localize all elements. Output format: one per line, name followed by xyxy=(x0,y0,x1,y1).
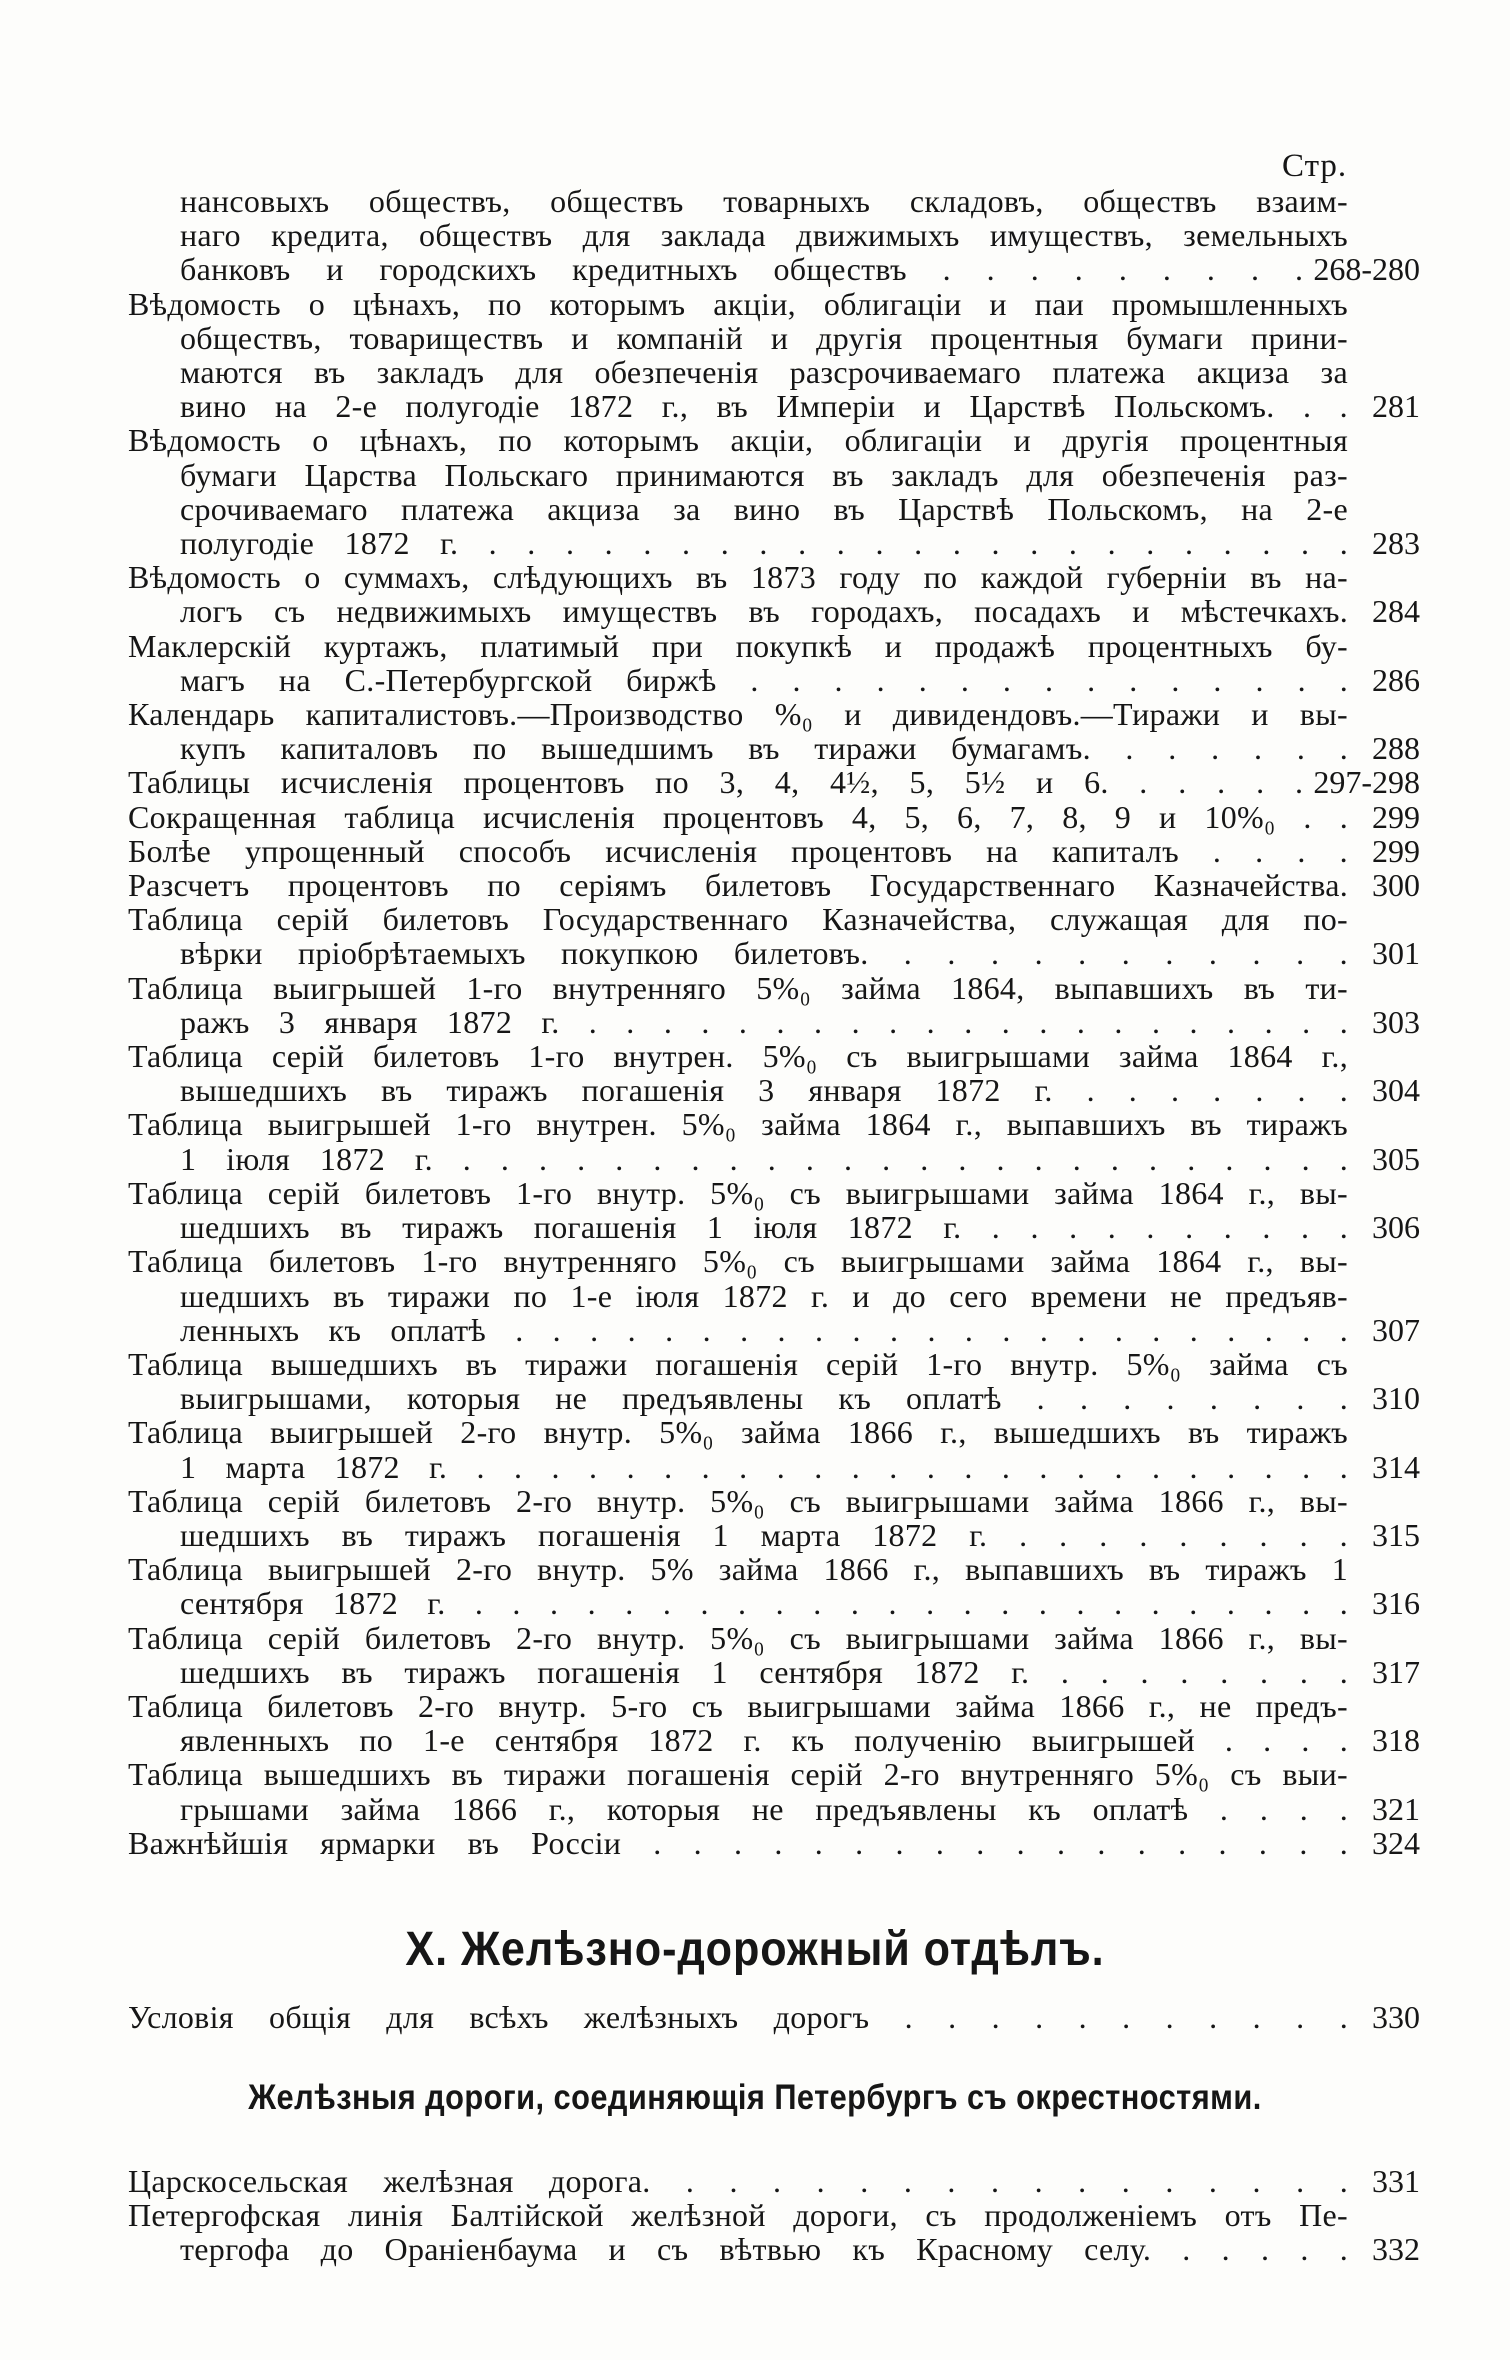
toc-entry-text: шедшихъ въ тиражъ погашенія 1 іюля 1872 г. . . . . . . . . . . xyxy=(180,1209,1348,1246)
toc-entry-line xyxy=(128,423,1420,457)
toc-entry-text: логъ съ недвижимыхъ имуществъ въ городахъ, посадахъ и мѣстечкахъ. xyxy=(180,593,1348,630)
toc-entry-page-number: 283 xyxy=(1372,525,1420,562)
toc-entry-line xyxy=(128,800,1420,834)
toc-entry-line xyxy=(128,1279,1420,1313)
toc-entry-text: Таблица билетовъ 1-го внутренняго 5%₀ съ выигрышами займа 1864 г., вы- xyxy=(128,1243,1348,1280)
toc-entry-text: Условія общія для всѣхъ желѣзныхъ дорогъ . . . . . . . . . . . xyxy=(128,1999,1348,2035)
toc-entry-text: Маклерскій куртажъ, платимый при покупкѣ и продажѣ процентныхъ бу- xyxy=(128,627,1348,664)
toc-entry-line xyxy=(128,287,1420,321)
toc-entry-line xyxy=(128,2164,1420,2198)
toc-entry-text: магъ на С.-Петербургской биржѣ . . . . . . . . . . . . . . . xyxy=(180,661,1348,698)
toc-entry-text: шедшихъ въ тиражъ погашенія 1 марта 1872 г. . . . . . . . . . xyxy=(180,1516,1348,1553)
toc-entry-text: шедшихъ въ тиражъ погашенія 1 сентября 1872 г. . . . . . . . . xyxy=(180,1653,1348,1690)
toc-entry-page-number: 286 xyxy=(1372,661,1420,698)
toc-entry-text: ленныхъ къ оплатѣ . . . . . . . . . . . . . . . . . . . . . . . xyxy=(180,1311,1348,1348)
toc-entry-line xyxy=(128,1142,1420,1176)
toc-entry-line xyxy=(128,355,1420,389)
toc-entry-page-number: 306 xyxy=(1372,1209,1420,1246)
toc-entry-line xyxy=(128,1381,1420,1415)
toc-entry-page-number: 307 xyxy=(1372,1311,1420,1348)
toc-entry-text: 1 іюля 1872 г. . . . . . . . . . . . . . . . . . . . . . . . . xyxy=(180,1140,1348,1177)
toc-entry-text: Таблица серій билетовъ 1-го внутр. 5%₀ съ выигрышами займа 1864 г., вы- xyxy=(128,1174,1348,1211)
toc-entry-line xyxy=(128,252,1420,286)
toc-entry-text: Разсчетъ процентовъ по серіямъ билетовъ Государственнаго Казначейства. xyxy=(128,867,1348,904)
toc-entry-line xyxy=(128,629,1420,663)
toc-entry-line xyxy=(128,1244,1420,1278)
toc-entry-line xyxy=(128,1621,1420,1655)
toc-entry-text: Календарь капиталистовъ.—Производство %₀ и дивидендовъ.—Тиражи и вы- xyxy=(128,696,1348,733)
toc-entry-text: Таблица билетовъ 2-го внутр. 5-го съ выигрышами займа 1866 г., не предъ- xyxy=(128,1687,1348,1724)
toc-entry-line xyxy=(128,936,1420,970)
toc-entry-line xyxy=(128,458,1420,492)
toc-entry-page-number: 300 xyxy=(1372,867,1420,904)
toc-entry-line xyxy=(128,663,1420,697)
toc-entry-text: Таблица вышедшихъ въ тиражи погашенія серій 2-го внутренняго 5%₀ съ выи- xyxy=(128,1756,1348,1793)
toc-entry-line xyxy=(128,1415,1420,1449)
toc-entry-page-number: 305 xyxy=(1372,1140,1420,1177)
toc-entry-line xyxy=(128,1313,1420,1347)
toc-entry-text: Сокращенная таблица исчисленія процентовъ 4, 5, 6, 7, 8, 9 и 10%₀ . . xyxy=(128,798,1348,835)
toc-entry-page-number: 310 xyxy=(1372,1380,1420,1417)
toc-entry-page-number: 321 xyxy=(1372,1790,1420,1827)
toc-entry-line xyxy=(128,1107,1420,1141)
toc-entry-text: ражъ 3 января 1872 г. . . . . . . . . . . . . . . . . . . . . . xyxy=(180,1003,1348,1040)
toc-entry-line xyxy=(128,1723,1420,1757)
toc-entry-text: Таблица серій билетовъ 1-го внутрен. 5%₀ съ выигрышами займа 1864 г., xyxy=(128,1038,1348,1075)
toc-entry-page-number: 281 xyxy=(1372,388,1420,425)
section-heading: X. Желѣзно-дорожный отдѣлъ. xyxy=(405,1923,1105,1976)
toc-entry-page-number: 301 xyxy=(1372,935,1420,972)
toc-entry-page-number: 284 xyxy=(1372,593,1420,630)
toc-entry-line xyxy=(128,2232,1420,2266)
toc-entry-page-number: 324 xyxy=(1372,1824,1420,1861)
toc-entry-text: Таблица выигрышей 1-го внутрен. 5%₀ займа 1864 г., выпавшихъ въ тиражъ xyxy=(128,1106,1348,1143)
section-entries xyxy=(128,2000,1420,2034)
toc-entry-line xyxy=(128,834,1420,868)
toc-entry-text: бумаги Царства Польскаго принимаются въ закладъ для обезпеченія раз- xyxy=(180,456,1348,493)
toc-entry-line xyxy=(128,492,1420,526)
toc-entry-line xyxy=(128,1039,1420,1073)
toc-entry-text: купъ капиталовъ по вышедшимъ въ тиражи бумагамъ. . . . . . . xyxy=(180,730,1348,767)
toc-entry-line xyxy=(128,1176,1420,1210)
toc-entry-line xyxy=(128,1450,1420,1484)
toc-entry-line xyxy=(128,218,1420,252)
toc-entry-line xyxy=(128,902,1420,936)
toc-entry-page-number: 318 xyxy=(1372,1722,1420,1759)
toc-entry-text: выигрышами, которыя не предъявлены къ оплатѣ . . . . . . . . xyxy=(180,1380,1348,1417)
toc-entry-text: Вѣдомость о цѣнахъ, по которымъ акціи, облигаціи и паи промышленныхъ xyxy=(128,285,1348,322)
toc-entry-page-number: 314 xyxy=(1372,1448,1420,1485)
toc-entry-page-number: 288 xyxy=(1372,730,1420,767)
toc-entry-text: Таблица выигрышей 2-го внутр. 5% займа 1866 г., выпавшихъ въ тиражъ 1 xyxy=(128,1551,1348,1588)
toc-entry-line xyxy=(128,1689,1420,1723)
toc-entry-line xyxy=(128,765,1420,799)
toc-entry-page-number: 332 xyxy=(1372,2231,1420,2268)
toc-entry-line xyxy=(128,1005,1420,1039)
toc-entry-text: вѣрки пріобрѣтаемыхъ покупкою билетовъ. . . . . . . . . . . . xyxy=(180,935,1348,972)
toc-entry-line xyxy=(128,2198,1420,2232)
toc-entry-line xyxy=(128,731,1420,765)
toc-entry-text: Важнѣйшія ярмарки въ Россіи . . . . . . . . . . . . . . . . . . xyxy=(128,1824,1348,1861)
toc-entry-text: Таблица выигрышей 2-го внутр. 5%₀ займа 1866 г., вышедшихъ въ тиражъ xyxy=(128,1414,1348,1451)
toc-entry-text: грышами займа 1866 г., которыя не предъявлены къ оплатѣ . . . . xyxy=(180,1790,1348,1827)
toc-entry-text: вино на 2-е полугодіе 1872 г., въ Имперіи и Царствѣ Польскомъ. . . xyxy=(180,388,1348,425)
toc-entry-text: обществъ, товариществъ и компаній и другія процентныя бумаги прини- xyxy=(180,319,1348,356)
toc-entry-page-number: 331 xyxy=(1372,2163,1420,2199)
toc-entry-text: шедшихъ въ тиражи по 1-е іюля 1872 г. и до сего времени не предъяв- xyxy=(180,1277,1348,1314)
toc-entry-line xyxy=(128,1073,1420,1107)
toc-entry-text: вышедшихъ въ тиражъ погашенія 3 января 1872 г. . . . . . . . xyxy=(180,1072,1348,1109)
toc-entry-text: наго кредита, обществъ для заклада движимыхъ имуществъ, земельныхъ xyxy=(180,217,1348,254)
toc-entry-text: явленныхъ по 1-е сентября 1872 г. къ полученію выигрышей . . . . xyxy=(180,1722,1348,1759)
toc-entry-page-number: 304 xyxy=(1372,1072,1420,1109)
toc-entry-text: Таблица серій билетовъ Государственнаго Казначейства, служащая для по- xyxy=(128,901,1348,938)
toc-entry-text: Вѣдомость о суммахъ, слѣдующихъ въ 1873 году по каждой губерніи въ на- xyxy=(128,559,1348,596)
toc-entry-line xyxy=(128,321,1420,355)
subsection-heading: Желѣзныя дороги, соединяющія Петербургъ съ окрестностями. xyxy=(248,2078,1262,2117)
toc-entry-text: Таблица серій билетовъ 2-го внутр. 5%₀ съ выигрышами займа 1866 г., вы- xyxy=(128,1619,1348,1656)
toc-entry-text: Болѣе упрощенный способъ исчисленія процентовъ на капиталъ . . . . xyxy=(128,832,1348,869)
toc-entry-line xyxy=(128,697,1420,731)
toc-entry-line xyxy=(128,1655,1420,1689)
toc-entry-line xyxy=(128,184,1420,218)
toc-entry-line xyxy=(128,971,1420,1005)
toc-entry-text: Петергофская линія Балтійской желѣзной дороги, съ продолженіемъ отъ Пе- xyxy=(128,2197,1348,2234)
toc-entry-page-number: 330 xyxy=(1372,1999,1420,2035)
toc-entry-line xyxy=(128,594,1420,628)
toc-entry-page-number: 303 xyxy=(1372,1003,1420,1040)
table-of-contents xyxy=(128,184,1420,1860)
subsection-entries xyxy=(128,2164,1420,2267)
toc-entry-line xyxy=(128,1518,1420,1552)
toc-entry-line xyxy=(128,1484,1420,1518)
toc-entry-page-number: 297-298 xyxy=(1313,764,1420,801)
toc-entry-line xyxy=(128,868,1420,902)
toc-entry-line xyxy=(128,389,1420,423)
toc-entry-text: 1 марта 1872 г. . . . . . . . . . . . . . . . . . . . . . . . . xyxy=(180,1448,1348,1485)
toc-entry-line xyxy=(128,1347,1420,1381)
toc-entry-page-number: 299 xyxy=(1372,798,1420,835)
toc-entry-text: полугодіе 1872 г. . . . . . . . . . . . . . . . . . . . . . . . xyxy=(180,525,1348,562)
toc-entry-line xyxy=(128,1792,1420,1826)
toc-entry-line xyxy=(128,1586,1420,1620)
toc-entry-text: Таблица вышедшихъ въ тиражи погашенія серій 1-го внутр. 5%₀ займа съ xyxy=(128,1345,1348,1382)
toc-entry-text: тергофа до Ораніенбаума и съ вѣтвью къ Красному селу. . . . . . xyxy=(180,2231,1348,2268)
toc-entry-line xyxy=(128,1210,1420,1244)
toc-entry-page-number: 315 xyxy=(1372,1516,1420,1553)
toc-entry-line xyxy=(128,1552,1420,1586)
page-column-label: Стр. xyxy=(1282,148,1348,184)
toc-entry-text: Таблица выигрышей 1-го внутренняго 5%₀ займа 1864, выпавшихъ въ ти- xyxy=(128,969,1348,1006)
toc-entry-line xyxy=(128,1826,1420,1860)
toc-entry-page-number: 299 xyxy=(1372,832,1420,869)
toc-entry-text: Вѣдомость о цѣнахъ, по которымъ акціи, облигаціи и другія процентныя xyxy=(128,422,1348,459)
toc-entry-text: Таблицы исчисленія процентовъ по 3, 4, 4½, 5, 5½ и 6. . . . . . xyxy=(128,764,1304,801)
toc-entry-page-number: 317 xyxy=(1372,1653,1420,1690)
toc-entry-text: Царскосельская желѣзная дорога. . . . . . . . . . . . . . . . . xyxy=(128,2163,1348,2199)
toc-entry-page-number: 268-280 xyxy=(1313,251,1420,288)
toc-entry-line xyxy=(128,526,1420,560)
toc-entry-line xyxy=(128,1757,1420,1791)
toc-entry-line xyxy=(128,560,1420,594)
toc-entry-text: срочиваемаго платежа акциза за вино въ Царствѣ Польскомъ, на 2-е xyxy=(180,490,1348,527)
toc-entry-line xyxy=(128,2000,1420,2034)
toc-entry-text: банковъ и городскихъ кредитныхъ обществъ . . . . . . . . . xyxy=(180,251,1304,288)
toc-entry-text: маются въ закладъ для обезпеченія разсрочиваемаго платежа акциза за xyxy=(180,354,1348,391)
toc-entry-text: Таблица серій билетовъ 2-го внутр. 5%₀ съ выигрышами займа 1866 г., вы- xyxy=(128,1482,1348,1519)
toc-entry-text: нансовыхъ обществъ, обществъ товарныхъ складовъ, обществъ взаим- xyxy=(180,183,1348,219)
toc-entry-page-number: 316 xyxy=(1372,1585,1420,1622)
toc-entry-text: сентября 1872 г. . . . . . . . . . . . . . . . . . . . . . . . . xyxy=(180,1585,1348,1622)
